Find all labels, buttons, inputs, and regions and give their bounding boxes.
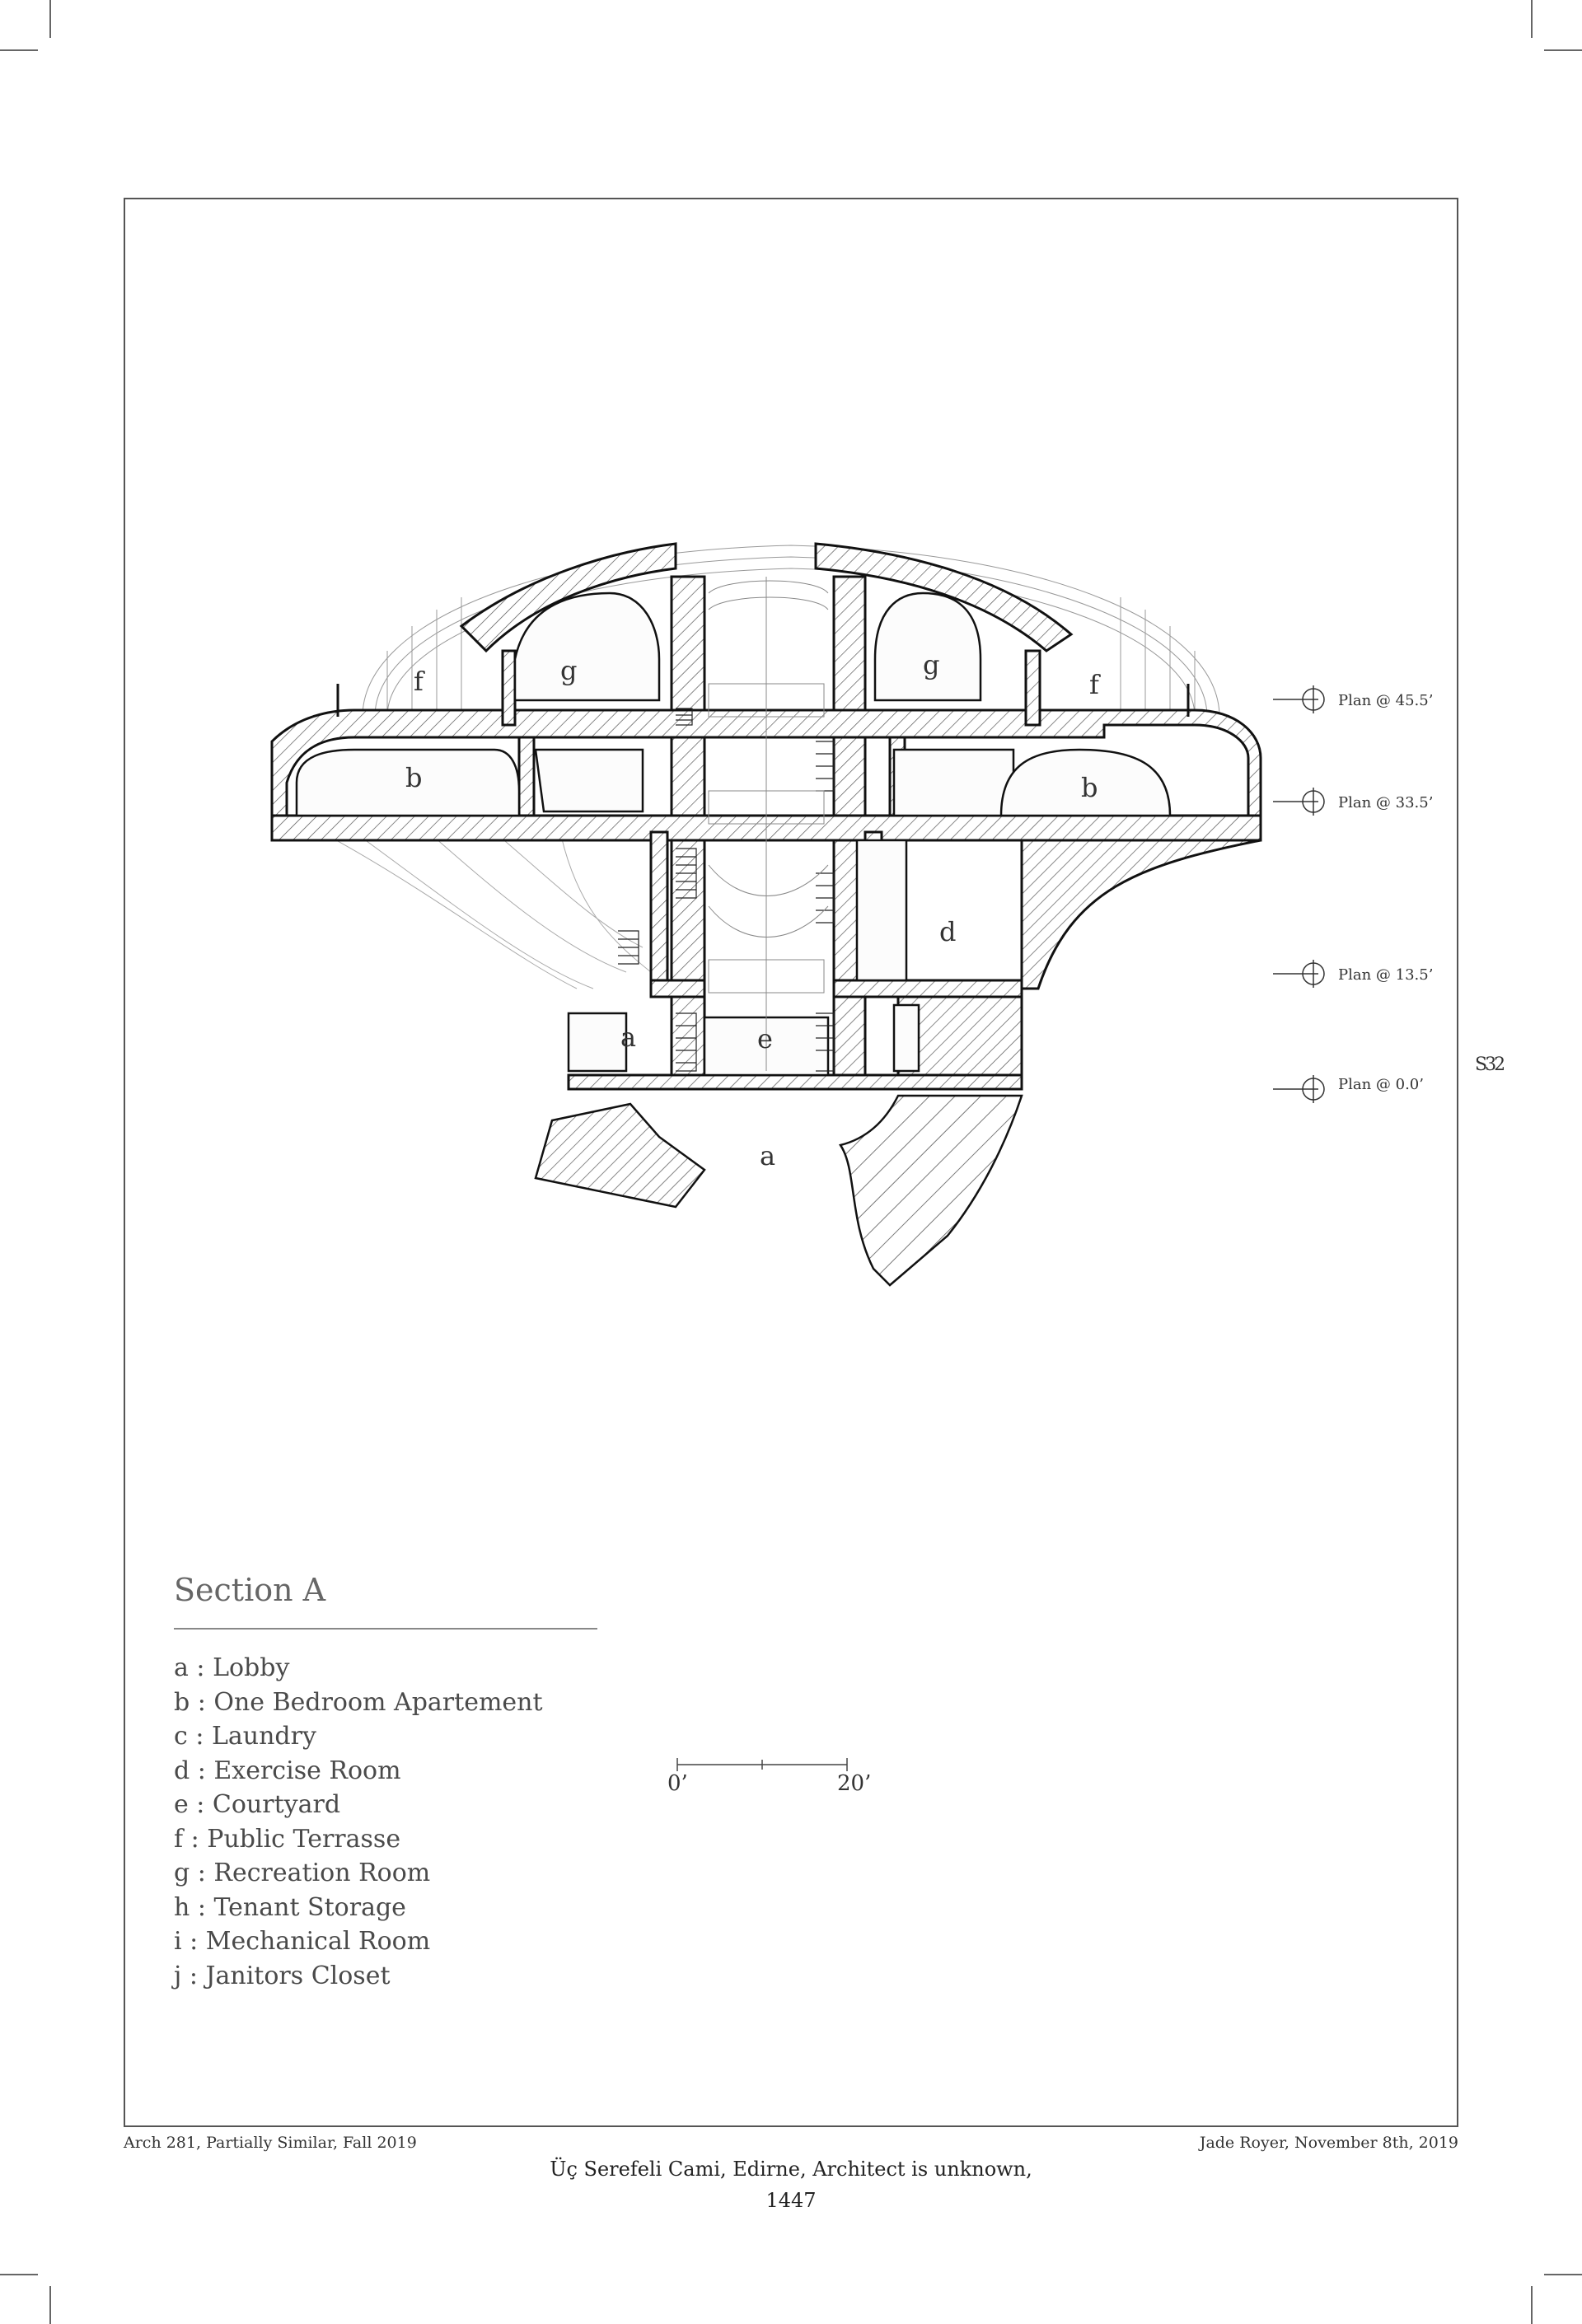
legend-item: b : One Bedroom Apartement <box>174 1687 543 1717</box>
room-label-g-left: g <box>560 655 578 686</box>
section-title: Section A <box>174 1572 326 1608</box>
room-label-e: e <box>757 1023 773 1054</box>
plan-label-33: Plan @ 33.5’ <box>1338 794 1434 811</box>
room-label-b-right: b <box>1081 772 1098 803</box>
scale-label-start: 0’ <box>667 1771 688 1796</box>
plan-label-0: Plan @ 0.0’ <box>1338 1076 1424 1093</box>
ground-fragments <box>536 1096 1022 1285</box>
legend-item: h : Tenant Storage <box>174 1892 406 1922</box>
room-label-a-inner: a <box>620 1022 637 1053</box>
room-label-b-left: b <box>405 762 423 793</box>
sheet-number: S32 <box>1475 1054 1504 1075</box>
room-label-g-right: g <box>923 649 940 680</box>
plan-label-45: Plan @ 45.5’ <box>1338 692 1434 709</box>
scale-bar <box>677 1758 847 1771</box>
legend-item: i : Mechanical Room <box>174 1927 431 1956</box>
plan-marker-45 <box>1273 685 1324 713</box>
room-label-f-left: f <box>414 666 424 697</box>
room-label-f-right: f <box>1089 669 1099 700</box>
legend-item: f : Public Terrasse <box>174 1824 401 1854</box>
shaft-interior <box>709 577 828 1071</box>
legend-item: g : Recreation Room <box>174 1859 431 1887</box>
legend-item: d : Exercise Room <box>174 1756 401 1785</box>
room-label-d: d <box>939 916 957 947</box>
plan-label-13: Plan @ 13.5’ <box>1338 966 1434 984</box>
plan-marker-33 <box>1273 788 1324 816</box>
legend-item: c : Laundry <box>174 1722 316 1751</box>
footer-author: Jade Royer, November 8th, 2019 <box>1199 2134 1458 2152</box>
scale-label-end: 20’ <box>837 1771 872 1796</box>
plan-level-markers <box>1273 685 1324 1103</box>
plan-marker-0 <box>1273 1075 1324 1103</box>
room-legend <box>174 1651 543 1993</box>
basement-curves <box>321 832 651 989</box>
legend-item: a : Lobby <box>174 1653 290 1682</box>
legend-item: j : Janitors Closet <box>174 1961 391 1990</box>
room-label-a-lower: a <box>760 1140 776 1171</box>
footer-project <box>461 2153 1121 2216</box>
legend-item: e : Courtyard <box>174 1790 341 1819</box>
footer-project-line2: 1447 <box>765 2189 817 2212</box>
title-divider <box>174 1628 597 1630</box>
plan-marker-13 <box>1273 960 1324 988</box>
footer-project-line1: Üç Serefeli Cami, Edirne, Architect is unknown, <box>550 2158 1032 2181</box>
footer-course: Arch 281, Partially Similar, Fall 2019 <box>124 2134 417 2152</box>
